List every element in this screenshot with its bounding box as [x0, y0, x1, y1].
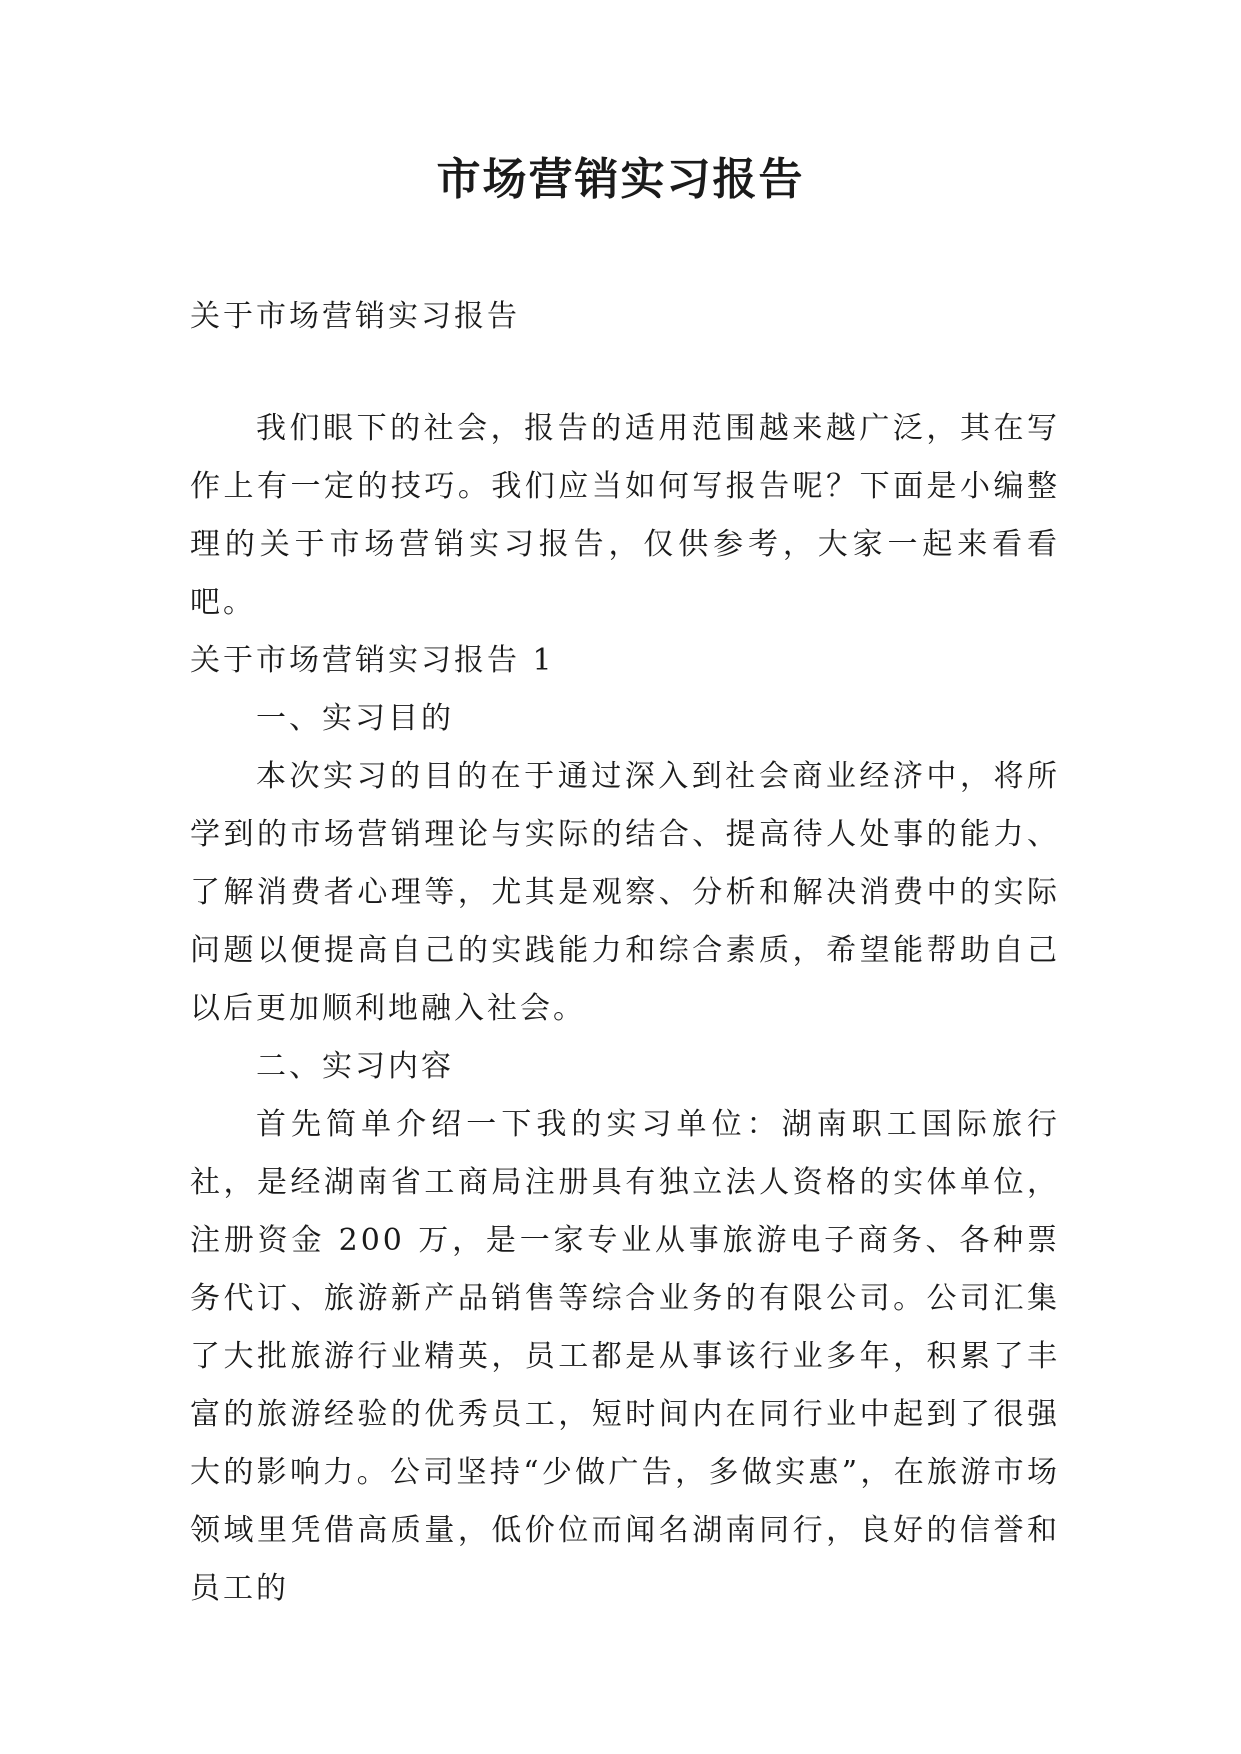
paragraph-purpose: 本次实习的目的在于通过深入到社会商业经济中，将所学到的市场营销理论与实际的结合、提高待人处事的能力、了解消费者心理等，尤其是观察、分析和解决消费中的实际问题以便提高自己的实践能力和综合素质，希望能帮助自己以后更加顺利地融入社会。 [190, 759, 1060, 1026]
section-title: 关于市场营销实习报告 1 [190, 643, 555, 678]
section-heading-content: 二、实习内容 [256, 1049, 454, 1084]
intro-paragraph: 我们眼下的社会，报告的适用范围越来越广泛，其在写作上有一定的技巧。我们应当如何写报告呢？下面是小编整理的关于市场营销实习报告，仅供参考，大家一起来看看吧。 [190, 411, 1060, 620]
document-body [190, 632, 1060, 1618]
document-subtitle: 关于市场营销实习报告 [190, 299, 520, 334]
document-title: 市场营销实习报告 [436, 154, 805, 205]
paragraph-content: 首先简单介绍一下我的实习单位：湖南职工国际旅行社，是经湖南省工商局注册具有独立法人资格的实体单位，注册资金 200 万，是一家专业从事旅游电子商务、各种票务代订、旅游新产品销售等综合业务的有限公司。公司汇集了大批旅游行业精英，员工都是从事该行业多年，积累了丰富的旅游经验的优秀员工，短时间内在同行业中起到了很强大的影响力。公司坚持“少做广告，多做实惠”，在旅游市场领域里凭借高质量，低价位而闻名湖南同行，良好的信誉和员工的 [190, 1107, 1060, 1606]
section-heading-purpose: 一、实习目的 [256, 701, 454, 736]
